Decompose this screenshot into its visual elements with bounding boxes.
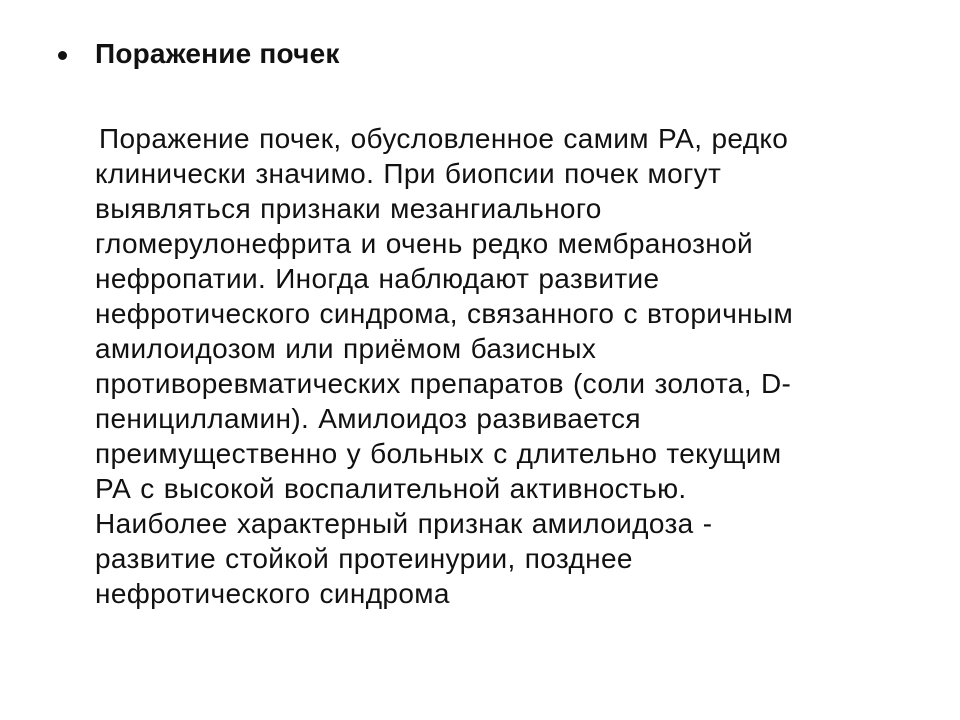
body-paragraph	[95, 121, 895, 611]
body-line: амилоидозом или приёмом базисных	[95, 333, 597, 364]
body-line: клинически значимо. При биопсии почек могут	[95, 158, 722, 189]
body-line: нефротического синдрома, связанного с вторичным	[95, 298, 794, 329]
body-line: гломерулонефрита и очень редко мембранозной	[95, 228, 754, 259]
body-line: РА с высокой воспалительной активностью.	[95, 473, 687, 504]
body-line: Наиболее характерный признак амилоидоза -	[95, 508, 713, 539]
body-line: нефропатии. Иногда наблюдают развитие	[95, 263, 660, 294]
heading-row	[58, 38, 340, 70]
body-line: нефротического синдрома	[95, 578, 450, 609]
body-line: Поражение почек, обусловленное самим РА, редко	[99, 123, 789, 154]
slide-heading: Поражение почек	[95, 38, 340, 69]
body-line: противоревматических препаратов (соли золота, D-	[95, 368, 792, 399]
body-line: преимущественно у больных с длительно текущим	[95, 438, 782, 469]
body-line: пеницилламин). Амилоидоз развивается	[95, 403, 641, 434]
body-line: развитие стойкой протеинурии, позднее	[95, 543, 633, 574]
body-line: выявляться признаки мезангиального	[95, 193, 602, 224]
bullet-icon	[58, 51, 67, 60]
